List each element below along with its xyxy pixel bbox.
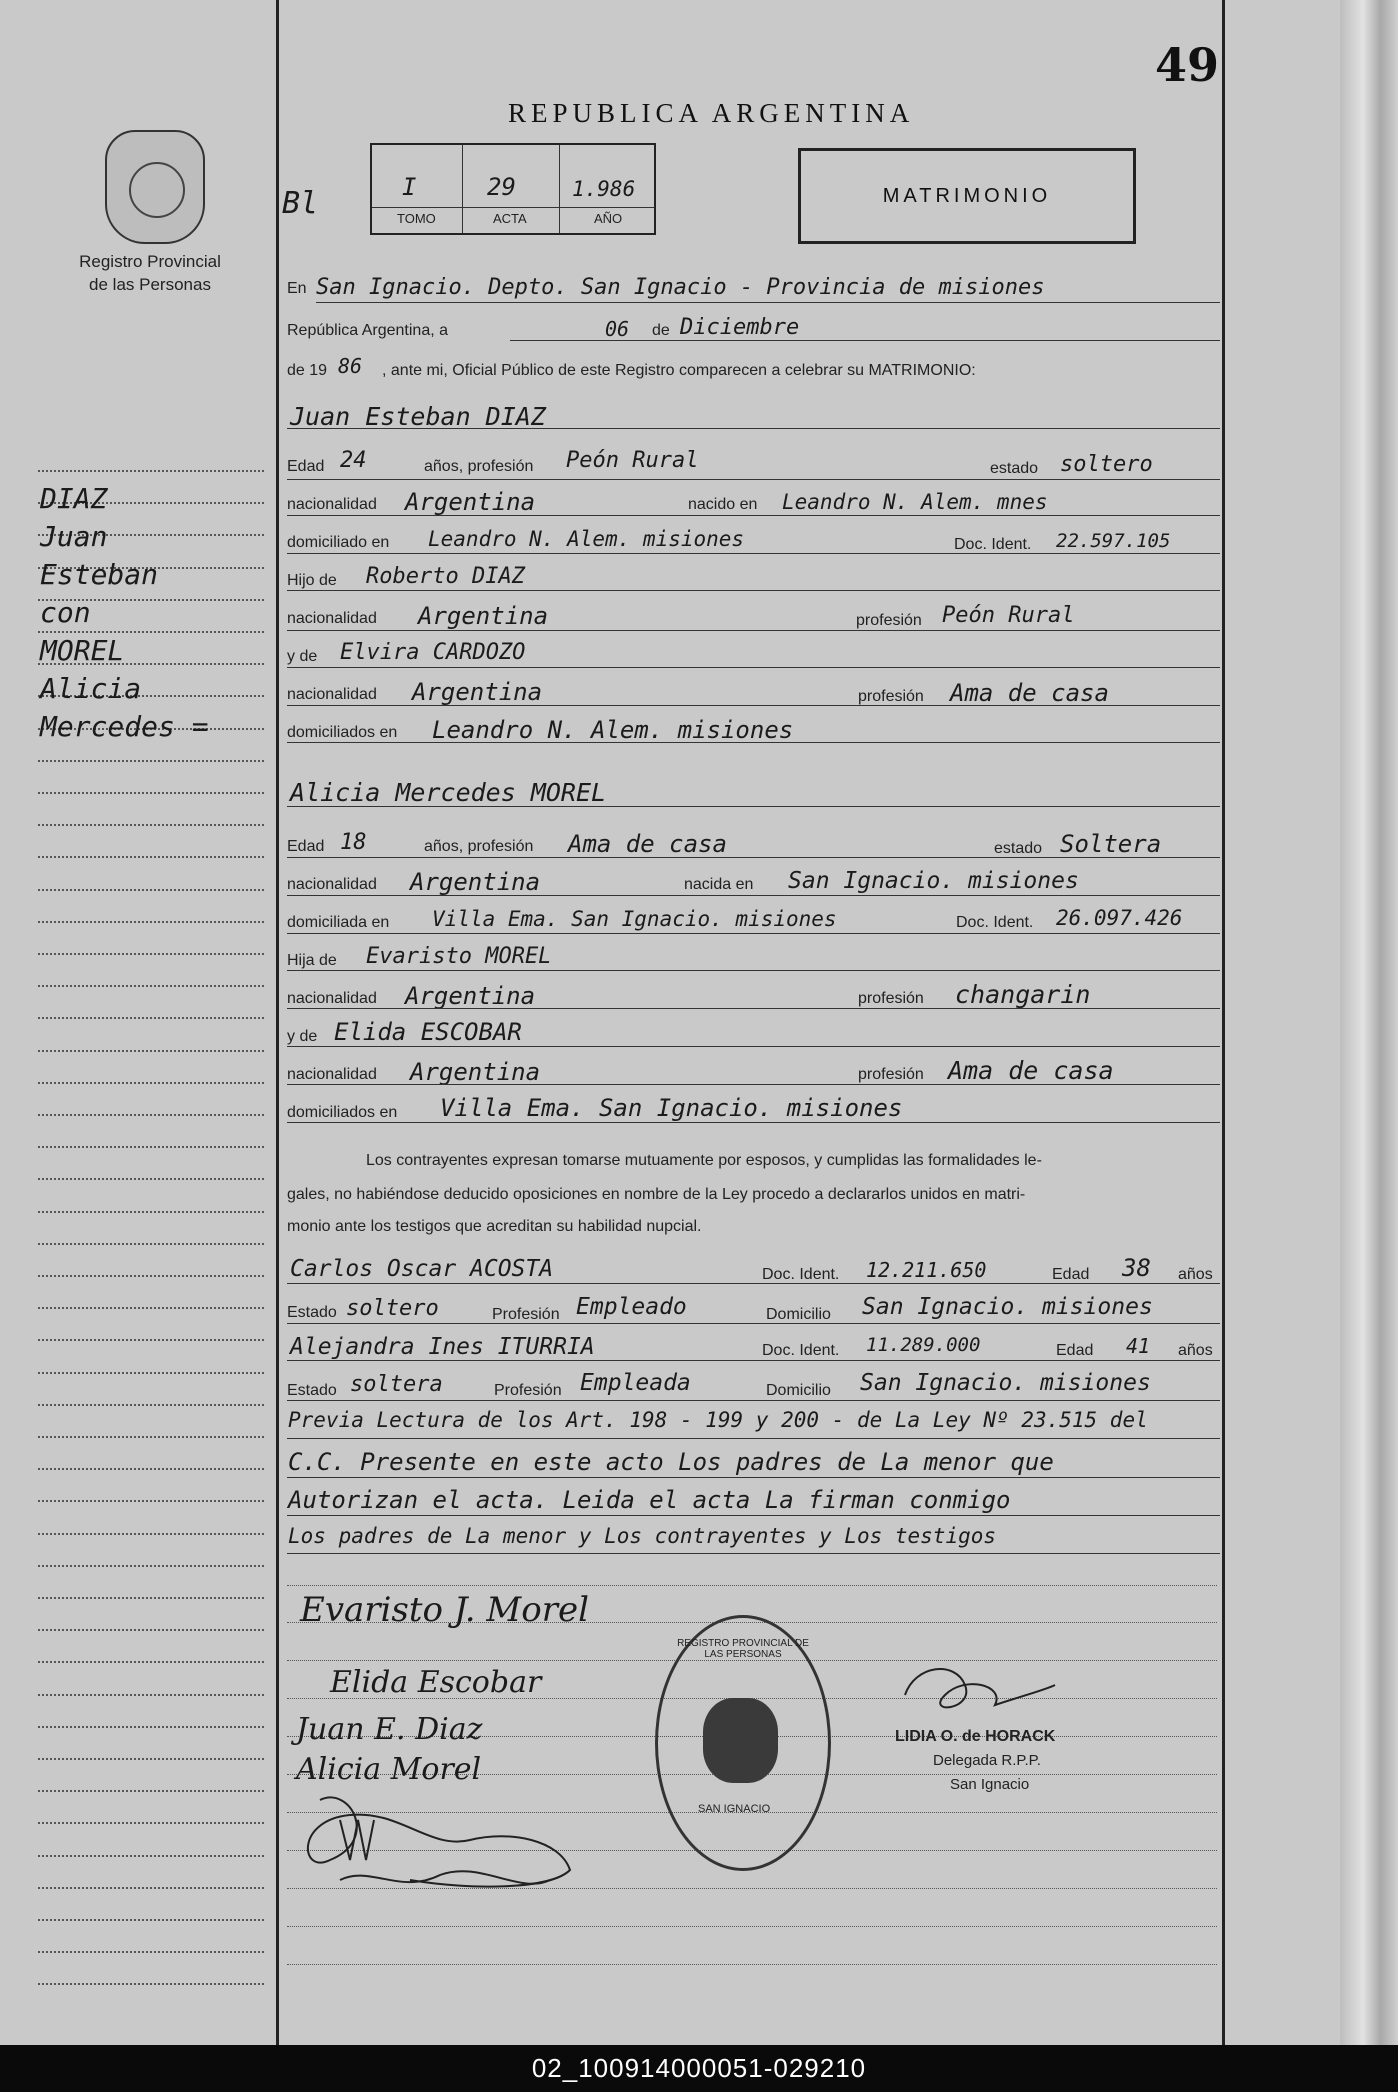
witness-1-estado-label: Estado (287, 1304, 337, 1321)
registry-name-line2: de las Personas (89, 275, 211, 294)
declaration-line-1: Los contrayentes expresan tomarse mutuamente por esposos, y cumplidas las formalidades le- (366, 1152, 1042, 1169)
witness-1-anos-label: años (1178, 1266, 1213, 1283)
witness-1-domicilio: San Ignacio. misiones (862, 1294, 1153, 1320)
margin-note: Mercedes = (40, 710, 209, 743)
bride-padre-prof-label: profesión (858, 990, 924, 1007)
margin-line (38, 1211, 264, 1213)
witness-2-anos-label: años (1178, 1342, 1213, 1359)
official-place: San Ignacio (950, 1776, 1030, 1793)
year-prefix: de 19 (287, 362, 328, 379)
right-rule (1222, 0, 1225, 2045)
tomo-label: TOMO (397, 211, 436, 226)
groom-madre-profesion: Ama de casa (950, 679, 1109, 707)
official-title: Delegada R.P.P. (933, 1752, 1041, 1769)
acta-label: ACTA (493, 211, 527, 226)
bride-madre: Elida ESCOBAR (334, 1018, 522, 1046)
groom-madre: Elvira CARDOZO (340, 640, 526, 665)
groom-estado-label: estado (990, 460, 1039, 477)
margin-line (38, 1275, 264, 1277)
groom-hijo-label: Hijo de (287, 572, 337, 589)
witness-1-dom-label: Domicilio (766, 1306, 831, 1323)
margin-line (38, 921, 264, 923)
margin-line (38, 1146, 264, 1148)
bride-madre-profesion: Ama de casa (948, 1056, 1114, 1085)
bride-hija-label: Hija de (287, 952, 337, 969)
groom-edad: 24 (340, 448, 367, 473)
stamp-place: SAN IGNACIO (698, 1803, 771, 1815)
groom-padre-prof-label: profesión (856, 612, 922, 629)
witness-2-estado-label: Estado (287, 1382, 337, 1399)
declaration-line-2: gales, no habiéndose deducido oposiciones en nombre de la Ley procedo a declararlos unidos en matri- (287, 1186, 1026, 1203)
act-type-box: MATRIMONIO (798, 148, 1136, 244)
groom-padre-nacionalidad: Argentina (418, 602, 549, 630)
margin-line (38, 1050, 264, 1052)
margin-note: Alicia (40, 672, 142, 705)
groom-madre-nac-label: nacionalidad (287, 686, 377, 703)
margin-line (38, 1919, 264, 1921)
margin-line (38, 792, 264, 794)
margin-line (38, 470, 264, 472)
declaration-line-3: monio ante los testigos que acreditan su habilidad nupcial. (287, 1218, 702, 1235)
registry-stamp (655, 1615, 831, 1871)
bride-padre-nac-label: nacionalidad (287, 990, 377, 1007)
republica-label: República Argentina, a (287, 322, 448, 339)
note-line-3: Autorizan el acta. Leida el acta La firman conmigo (288, 1486, 1011, 1514)
witness-2-estado: soltera (350, 1372, 443, 1397)
margin-line (38, 824, 264, 826)
bride-nacida-en: San Ignacio. misiones (788, 868, 1079, 894)
bride-padre-profesion: changarin (955, 980, 1091, 1009)
margin-note: Esteban (40, 558, 159, 591)
groom-name: Juan Esteban DIAZ (290, 402, 546, 431)
margin-line (38, 985, 264, 987)
witness-2-doc-label: Doc. Ident. (762, 1342, 840, 1359)
witness-1-prof-label: Profesión (492, 1306, 560, 1323)
groom-y-de-label: y de (287, 648, 318, 665)
witness-2-dom-label: Domicilio (766, 1382, 831, 1399)
margin-line (38, 1822, 264, 1824)
note-line-4: Los padres de La menor y Los contrayentes y Los testigos (288, 1524, 997, 1548)
groom-dom-label: domiciliado en (287, 534, 390, 551)
groom-padre: Roberto DIAZ (366, 564, 525, 589)
official-signature (885, 1655, 1065, 1725)
bride-nac-label: nacionalidad (287, 876, 377, 893)
groom-domicilio: Leandro N. Alem. misiones (428, 527, 745, 551)
marriage-month: Diciembre (680, 315, 800, 340)
bride-y-de-label: y de (287, 1028, 318, 1045)
marriage-year: 86 (338, 354, 363, 378)
witness-2-doc: 11.289.000 (866, 1334, 981, 1356)
groom-anos-profesion-label: años, profesión (424, 458, 534, 475)
bride-edad: 18 (340, 830, 367, 855)
margin-line (38, 1855, 264, 1857)
registry-name-line1: Registro Provincial (79, 252, 221, 271)
margin-note: DIAZ (40, 482, 108, 515)
margin-line (38, 1629, 264, 1631)
margin-line (38, 760, 264, 762)
note-line-1: Previa Lectura de los Art. 198 - 199 y 200 - de La Ley Nº 23.515 del (288, 1408, 1148, 1432)
witness-2-edad-label: Edad (1056, 1342, 1094, 1359)
margin-line (38, 856, 264, 858)
margin-line (38, 1082, 264, 1084)
margin-line (38, 1565, 264, 1567)
bride-estado: Soltera (1060, 830, 1162, 858)
groom-doms-label: domiciliados en (287, 724, 398, 741)
intro-tail: , ante mi, Oficial Público de este Registro comparecen a celebrar su MATRIMONIO: (382, 362, 976, 379)
record-number-box (370, 143, 656, 235)
record-mark: Bl (282, 186, 319, 221)
groom-profesion: Peón Rural (566, 448, 699, 473)
bride-doms-label: domiciliados en (287, 1104, 398, 1121)
en-label: En (287, 280, 307, 297)
bride-madre-nac-label: nacionalidad (287, 1066, 377, 1083)
margin-note: MOREL (40, 634, 125, 667)
bride-doc-label: Doc. Ident. (956, 914, 1034, 931)
groom-nacionalidad: Argentina (405, 488, 536, 516)
witness-signatures-scribble (290, 1780, 590, 1900)
groom-padres-domicilio: Leandro N. Alem. misiones (432, 716, 794, 744)
bride-domicilio: Villa Ema. San Ignacio. misiones (432, 907, 837, 931)
margin-line (38, 631, 264, 633)
bride-profesion: Ama de casa (568, 830, 727, 858)
bride-padre-nacionalidad: Argentina (405, 982, 536, 1010)
margin-line (38, 1307, 264, 1309)
tomo-value: I (402, 173, 417, 201)
margin-line (38, 1500, 264, 1502)
stamp-text: REGISTRO PROVINCIAL DE LAS PERSONAS (677, 1638, 809, 1660)
margin-line (38, 1951, 264, 1953)
margin-note: Juan (40, 520, 108, 553)
margin-line (38, 1758, 264, 1760)
groom-padre-nac-label: nacionalidad (287, 610, 377, 627)
groom-nac-label: nacionalidad (287, 496, 377, 513)
groom-nacido-en: Leandro N. Alem. mnes (782, 490, 1048, 514)
witness-1-profesion: Empleado (576, 1294, 687, 1320)
bride-doc: 26.097.426 (1056, 906, 1183, 930)
groom-doc: 22.597.105 (1056, 530, 1171, 552)
witness-1-estado: soltero (346, 1296, 439, 1321)
margin-line (38, 1694, 264, 1696)
margin-line (38, 1372, 264, 1374)
witness-1-doc-label: Doc. Ident. (762, 1266, 840, 1283)
witness-1-name: Carlos Oscar ACOSTA (290, 1256, 554, 1282)
margin-note: con (40, 596, 91, 629)
bride-anos-profesion-label: años, profesión (424, 838, 534, 855)
signature-juan-diaz: Juan E. Diaz (296, 1712, 483, 1747)
margin-line (38, 1178, 264, 1180)
margin-line (38, 1017, 264, 1019)
groom-madre-nacionalidad: Argentina (412, 678, 543, 706)
bride-dom-label: domiciliada en (287, 914, 390, 931)
marriage-day: 06 (605, 317, 630, 341)
margin-line (38, 1790, 264, 1792)
note-line-2: C.C. Presente en este acto Los padres de La menor que (288, 1448, 1054, 1476)
margin-line (38, 1114, 264, 1116)
bride-padre: Evaristo MOREL (366, 944, 552, 969)
witness-2-prof-label: Profesión (494, 1382, 562, 1399)
bride-edad-label: Edad (287, 838, 325, 855)
margin-line (38, 1436, 264, 1438)
bride-madre-prof-label: profesión (858, 1066, 924, 1083)
margin-line (38, 1983, 264, 1985)
margin-line (38, 1243, 264, 1245)
coat-of-arms-emblem (105, 130, 205, 244)
margin-line (38, 1468, 264, 1470)
bride-nacida-label: nacida en (684, 876, 754, 893)
margin-line (38, 889, 264, 891)
witness-2-edad: 41 (1126, 1334, 1151, 1358)
witness-2-profesion: Empleada (580, 1370, 691, 1396)
page-edge (1340, 0, 1398, 2045)
country-heading: REPUBLICA ARGENTINA (508, 98, 915, 128)
bride-madre-nacionalidad: Argentina (410, 1058, 541, 1086)
groom-padre-profesion: Peón Rural (942, 603, 1075, 628)
page-number: 49 (1155, 38, 1220, 92)
groom-edad-label: Edad (287, 458, 325, 475)
margin-line (38, 1339, 264, 1341)
witness-1-edad: 38 (1122, 1254, 1151, 1282)
bride-estado-label: estado (994, 840, 1043, 857)
bride-nacionalidad: Argentina (410, 868, 541, 896)
witness-2-name: Alejandra Ines ITURRIA (290, 1334, 595, 1360)
signature-alicia-morel: Alicia Morel (296, 1752, 482, 1787)
margin-line (38, 1661, 264, 1663)
official-name: LIDIA O. de HORACK (895, 1728, 1056, 1745)
ano-label: AÑO (594, 211, 623, 226)
groom-estado: soltero (1060, 452, 1153, 477)
witness-2-domicilio: San Ignacio. misiones (860, 1370, 1151, 1396)
marriage-place: San Ignacio. Depto. San Ignacio - Provincia de misiones (316, 275, 1045, 300)
margin-line (38, 1533, 264, 1535)
bride-name: Alicia Mercedes MOREL (290, 778, 607, 807)
groom-madre-prof-label: profesión (858, 688, 924, 705)
margin-line (38, 1404, 264, 1406)
witness-1-doc: 12.211.650 (866, 1258, 987, 1282)
acta-value: 29 (487, 173, 516, 201)
bride-padres-domicilio: Villa Ema. San Ignacio. misiones (440, 1094, 903, 1122)
margin-line (38, 1726, 264, 1728)
margin-line (38, 1597, 264, 1599)
margin-line (38, 953, 264, 955)
footer-id: 02_100914000051-029210 (0, 2045, 1398, 2092)
left-rule (276, 0, 279, 2045)
groom-nacido-label: nacido en (688, 496, 758, 513)
margin-line (38, 1887, 264, 1889)
signature-evaristo-morel: Evaristo J. Morel (300, 1590, 589, 1630)
groom-doc-label: Doc. Ident. (954, 536, 1032, 553)
de-label: de (652, 322, 670, 339)
signature-elida-escobar: Elida Escobar (330, 1665, 542, 1700)
witness-1-edad-label: Edad (1052, 1266, 1090, 1283)
ano-value: 1.986 (572, 177, 636, 201)
